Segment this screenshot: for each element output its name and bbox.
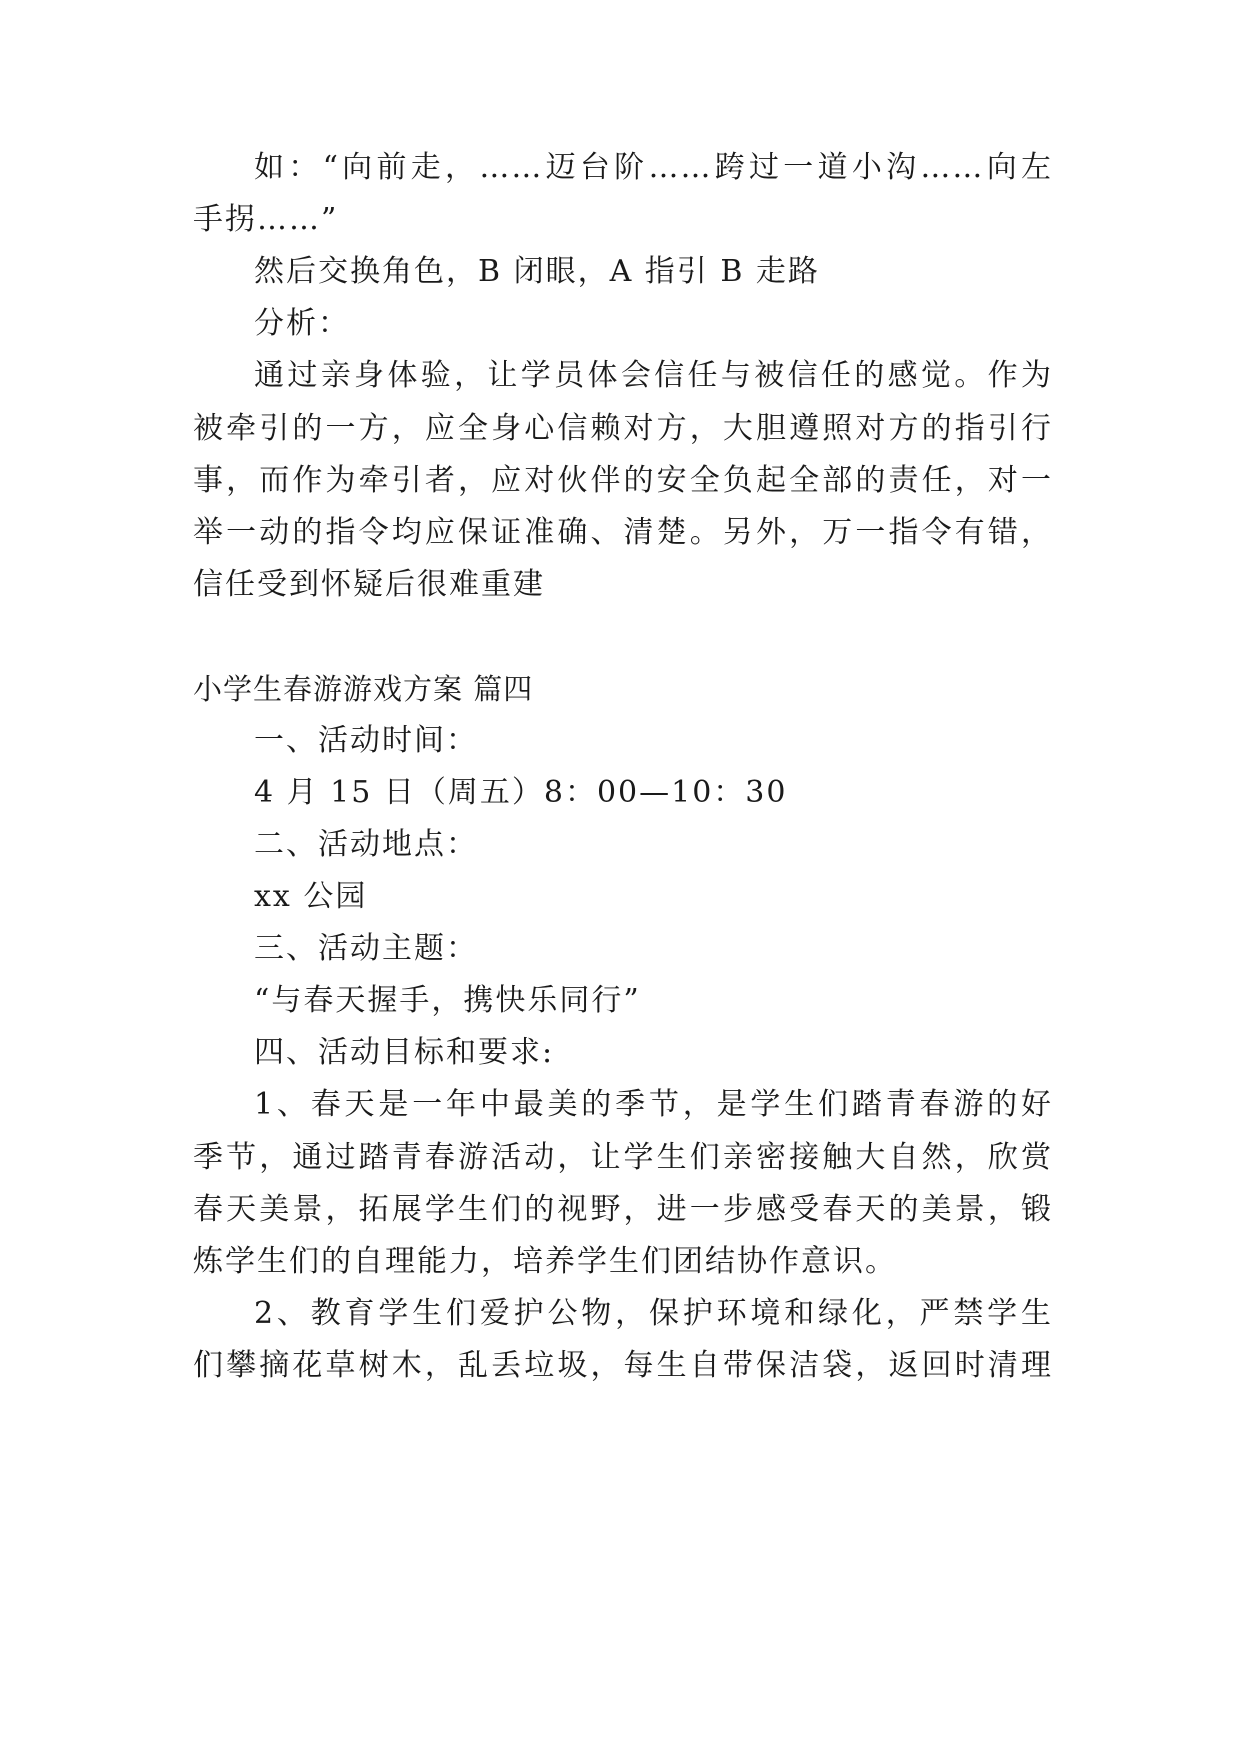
text-line: 手拐……” — [193, 202, 339, 237]
text-line: 春天美景，拓展学生们的视野，进一步感受春天的美景，锻 — [193, 1192, 1053, 1227]
section-heading: 小学生春游游戏方案 篇四 — [193, 672, 534, 706]
text-line: 二、活动地点： — [254, 827, 478, 862]
text-line: 炼学生们的自理能力，培养学生们团结协作意识。 — [193, 1244, 897, 1279]
text-line: 被牵引的一方，应全身心信赖对方，大胆遵照对方的指引行 — [193, 411, 1053, 446]
text-line: 通过亲身体验，让学员体会信任与被信任的感觉。作为 — [254, 358, 1053, 393]
text-line: 四、活动目标和要求: — [254, 1035, 555, 1070]
text-line: 三、活动主题： — [254, 931, 478, 966]
text-line: 信任受到怀疑后很难重建 — [193, 567, 545, 602]
text-line: 如：“向前走，……迈台阶……跨过一道小沟……向左 — [254, 150, 1053, 185]
text-line: xx 公园 — [254, 879, 368, 914]
text-line: 事，而作为牵引者，应对伙伴的安全负起全部的责任，对一 — [193, 463, 1053, 498]
text-line: 季节，通过踏青春游活动，让学生们亲密接触大自然，欣赏 — [193, 1140, 1053, 1175]
text-line: 然后交换角色，B 闭眼，A 指引 B 走路 — [254, 254, 820, 289]
text-line: 1、春天是一年中最美的季节，是学生们踏青春游的好 — [254, 1087, 1053, 1122]
text-line: 分析： — [254, 306, 350, 341]
text-line: 们攀摘花草树木，乱丢垃圾，每生自带保洁袋，返回时清理 — [193, 1348, 1053, 1383]
text-line: 举一动的指令均应保证准确、清楚。另外，万一指令有错， — [193, 515, 1053, 550]
text-line: “与春天握手，携快乐同行” — [254, 983, 641, 1018]
text-line: 4 月 15 日（周五）8：00—10：30 — [254, 775, 788, 810]
text-line: 一、活动时间： — [254, 723, 478, 758]
text-line: 2、教育学生们爱护公物，保护环境和绿化，严禁学生 — [254, 1296, 1053, 1331]
